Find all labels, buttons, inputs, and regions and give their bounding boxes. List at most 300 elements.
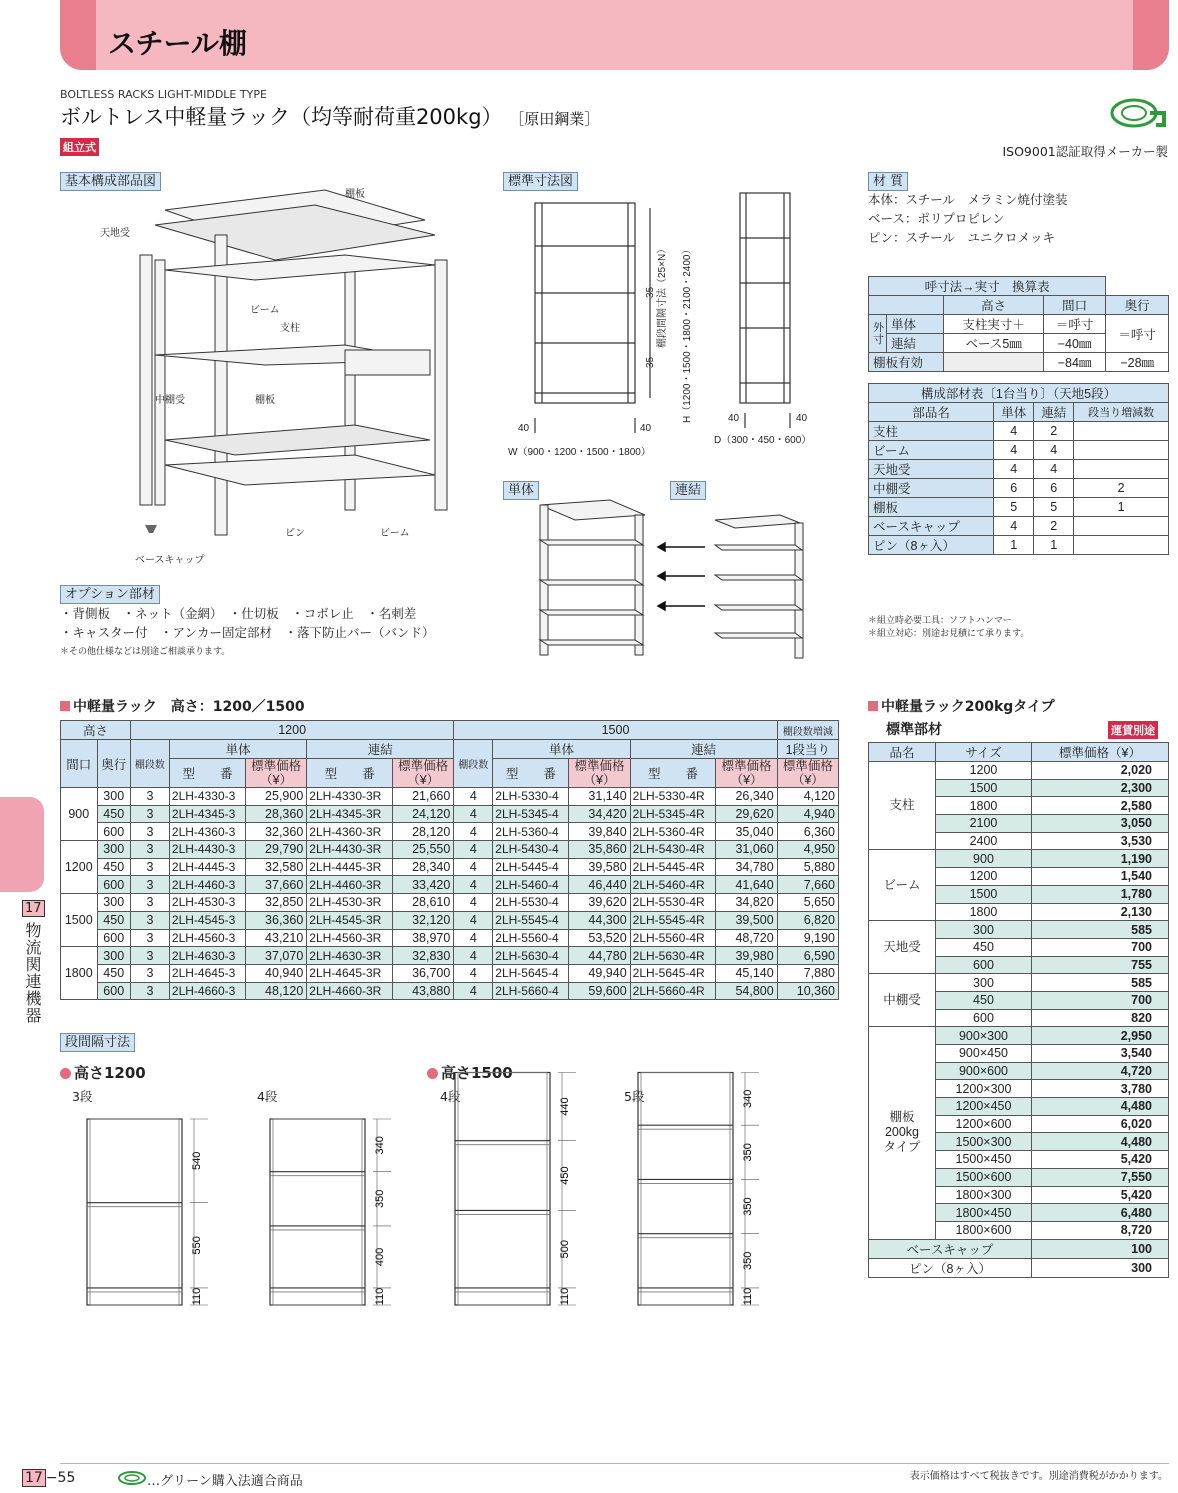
- price-cell: 54,800: [716, 982, 777, 1000]
- materials-line-1: 本体：スチール メラミン焼付塗装: [868, 192, 1068, 207]
- page-number-rest: −55: [45, 1470, 76, 1486]
- price-row: [61, 876, 839, 894]
- price-cell: 300: [97, 788, 130, 806]
- mt-h-yen: （¥）: [407, 773, 440, 787]
- conv-outer: 外寸: [869, 315, 887, 353]
- rack-d4a: [270, 1119, 391, 1305]
- price-cell: 3: [130, 929, 169, 947]
- std-size: 1200: [935, 868, 1031, 886]
- price-cell: 3: [130, 894, 169, 912]
- parts-cell: 5: [994, 498, 1034, 517]
- spacing-h1500-text: 高さ1500: [441, 1064, 513, 1082]
- conv-h-height: 高さ: [944, 296, 1043, 315]
- price-cell: 600: [97, 929, 130, 947]
- dim-diagram-title: 標準寸法図: [503, 172, 578, 191]
- price-cell: 450: [97, 964, 130, 982]
- spacing-dim: 450: [559, 1166, 571, 1185]
- page-number-box: 17: [22, 1469, 46, 1487]
- std-size: 1200: [935, 762, 1031, 780]
- width-cell: 1500: [61, 894, 98, 947]
- parts-cell: 5: [1034, 498, 1074, 517]
- price-cell: 2LH-5360-4: [493, 823, 569, 841]
- std-size: 900: [935, 850, 1031, 868]
- conv-single: 単体: [887, 315, 944, 334]
- green-purchase-icon: [118, 1471, 146, 1485]
- std-extra-name: ベースキャップ: [869, 1239, 1032, 1258]
- parts-cell: [1074, 517, 1169, 536]
- std-row: [869, 974, 1169, 992]
- dim-d40b: 40: [796, 413, 808, 424]
- price-cell: 2LH-5430-4R: [630, 841, 716, 859]
- parts-row: [869, 479, 1169, 498]
- parts-diagram: [95, 185, 455, 570]
- mt-h-model: 型 番: [493, 759, 569, 788]
- spacing-dim: 350: [742, 1143, 754, 1162]
- std-price: 2,020: [1032, 762, 1169, 780]
- tier-5-label: 5段: [624, 1089, 645, 1104]
- std-size: 900×450: [935, 1045, 1031, 1063]
- price-cell: 450: [97, 858, 130, 876]
- price-cell: 5,880: [777, 858, 838, 876]
- price-cell: 28,120: [393, 823, 454, 841]
- std-row: [869, 921, 1169, 939]
- price-cell: 10,360: [777, 982, 838, 1000]
- price-row: [61, 964, 839, 982]
- price-cell: 34,780: [716, 858, 777, 876]
- mt-h-add2: 1段当り: [777, 740, 838, 759]
- page-title: スチール棚: [108, 27, 247, 60]
- price-cell: 3: [130, 823, 169, 841]
- materials-line-3: ピン：スチール ユニクロメッキ: [868, 230, 1056, 245]
- price-row: [61, 911, 839, 929]
- parts-row: [869, 517, 1169, 536]
- mt-h-single-1200: 単体: [169, 740, 306, 759]
- parts-cell: 4: [994, 422, 1034, 441]
- mt-h-height: 高さ: [61, 721, 131, 740]
- std-size: 450: [935, 938, 1031, 956]
- parts-row: [869, 460, 1169, 479]
- dim-height-label: H（1200・1500・1800・2100・2400）: [682, 244, 693, 423]
- parts-cell: 支柱: [869, 422, 994, 441]
- std-price: 2,300: [1032, 779, 1169, 797]
- parts-row: [869, 422, 1169, 441]
- mt-h-yen: （¥）: [730, 773, 763, 787]
- price-cell: 2LH-4560-3R: [307, 929, 393, 947]
- price-cell: 4: [454, 929, 493, 947]
- single-linked-illustration: [530, 495, 820, 665]
- rack-d4b: [455, 1073, 576, 1306]
- std-price: 2,130: [1032, 903, 1169, 921]
- price-row: [61, 805, 839, 823]
- price-cell: 43,210: [246, 929, 307, 947]
- mt-h-price: 標準価格: [721, 759, 772, 773]
- price-cell: 2LH-4345-3R: [307, 805, 393, 823]
- std-price: 2,580: [1032, 797, 1169, 815]
- side-tab: [0, 797, 44, 892]
- std-size: 1800: [935, 903, 1031, 921]
- std-price: 8,720: [1032, 1221, 1169, 1239]
- price-cell: 41,640: [716, 876, 777, 894]
- parts-table-title: 構成部材表〔1台当り〕（天地5段）: [869, 384, 1169, 403]
- price-cell: 21,660: [393, 788, 454, 806]
- std-parts-title: [868, 696, 1055, 716]
- parts-cell: 1: [994, 536, 1034, 555]
- price-cell: 7,880: [777, 964, 838, 982]
- iso-note: ISO9001認証取得メーカー製: [1002, 144, 1168, 159]
- single-label: 単体: [503, 481, 539, 500]
- price-cell: 2LH-5360-4R: [630, 823, 716, 841]
- price-cell: 39,620: [569, 894, 630, 912]
- dimension-diagram: [500, 188, 830, 468]
- std-price: 3,530: [1032, 832, 1169, 850]
- std-group-name: 支柱: [869, 762, 936, 850]
- std-extra-price: 300: [1032, 1258, 1169, 1277]
- price-cell: 2LH-5445-4R: [630, 858, 716, 876]
- linked-label: 連結: [670, 481, 706, 500]
- std-price: 700: [1032, 991, 1169, 1009]
- label-mid-support: 中棚受: [155, 395, 185, 406]
- conv-height-val1: 支柱実寸＋: [944, 315, 1043, 334]
- price-cell: 2LH-5445-4: [493, 858, 569, 876]
- spacing-dim: 110: [742, 1287, 754, 1306]
- price-cell: 2LH-5560-4: [493, 929, 569, 947]
- price-cell: 2LH-5330-4R: [630, 788, 716, 806]
- price-cell: 4: [454, 823, 493, 841]
- price-cell: 2LH-5530-4: [493, 894, 569, 912]
- price-cell: 32,580: [246, 858, 307, 876]
- std-price: 3,050: [1032, 815, 1169, 833]
- price-cell: 300: [97, 947, 130, 965]
- price-cell: 2LH-4630-3R: [307, 947, 393, 965]
- conv-d-val: ＝呼寸: [1106, 315, 1169, 353]
- price-cell: 3: [130, 964, 169, 982]
- std-h-size: サイズ: [935, 743, 1031, 762]
- std-price: 585: [1032, 974, 1169, 992]
- price-cell: 53,520: [569, 929, 630, 947]
- price-cell: 31,140: [569, 788, 630, 806]
- price-cell: 39,980: [716, 947, 777, 965]
- tier-4a-label: 4段: [257, 1089, 278, 1104]
- tier-4b-label: 4段: [440, 1089, 461, 1104]
- price-cell: 2LH-4630-3: [169, 947, 245, 965]
- std-h-price: 標準価格（¥）: [1032, 743, 1169, 762]
- std-size: 1200×450: [935, 1098, 1031, 1116]
- price-cell: 33,420: [393, 876, 454, 894]
- conv-title: 呼寸法→実寸 換算表: [869, 277, 1106, 296]
- price-cell: 34,420: [569, 805, 630, 823]
- parts-cell: 2: [1034, 517, 1074, 536]
- price-cell: 2LH-5460-4: [493, 876, 569, 894]
- maker-name: ［原田鋼業］: [509, 110, 600, 128]
- price-row: [61, 929, 839, 947]
- std-group-name: 棚板 200kg タイプ: [869, 1027, 936, 1239]
- price-cell: 34,820: [716, 894, 777, 912]
- price-cell: 2LH-4530-3: [169, 894, 245, 912]
- price-cell: 2LH-5660-4R: [630, 982, 716, 1000]
- std-size: 300: [935, 921, 1031, 939]
- price-cell: 2LH-5430-4: [493, 841, 569, 859]
- mt-h-model: 型 番: [630, 759, 716, 788]
- price-cell: 32,120: [393, 911, 454, 929]
- std-price: 6,020: [1032, 1115, 1169, 1133]
- width-cell: 900: [61, 788, 98, 841]
- price-cell: 32,850: [246, 894, 307, 912]
- price-cell: 25,900: [246, 788, 307, 806]
- main-table-title-text: 中軽量ラック 高さ：1200／1500: [73, 699, 305, 715]
- tax-note: 表示価格はすべて税抜きです。別途消費税がかかります。: [909, 1471, 1168, 1482]
- price-cell: 2LH-4460-3: [169, 876, 245, 894]
- label-post: 支柱: [280, 323, 300, 334]
- price-cell: 2LH-5345-4: [493, 805, 569, 823]
- parts-cell: 4: [994, 460, 1034, 479]
- price-cell: 3: [130, 841, 169, 859]
- parts-diagram-title: 基本構成部品図: [60, 172, 161, 191]
- spacing-dim: 110: [374, 1287, 386, 1306]
- price-cell: 4: [454, 964, 493, 982]
- price-cell: 2LH-5330-4: [493, 788, 569, 806]
- std-extra-row: [869, 1239, 1169, 1258]
- label-pin: ピン: [285, 528, 305, 539]
- conv-h-width: 間口: [1043, 296, 1106, 315]
- std-row: [869, 762, 1169, 780]
- parts-cell: [1074, 536, 1169, 555]
- conv-shelf-eff: 棚板有効: [869, 353, 944, 372]
- price-cell: 40,940: [246, 964, 307, 982]
- spacing-dim: 500: [559, 1240, 571, 1259]
- note-assembly: ＊組立対応：別途お見積にて承ります。: [868, 629, 1030, 639]
- price-cell: 39,580: [569, 858, 630, 876]
- materials-list: [868, 190, 1068, 247]
- tier-3-label: 3段: [72, 1089, 93, 1104]
- price-cell: 39,840: [569, 823, 630, 841]
- spacing-dim: 110: [191, 1287, 203, 1306]
- price-cell: 24,120: [393, 805, 454, 823]
- std-h-name: 品名: [869, 743, 936, 762]
- mt-h-1200: 1200: [130, 721, 453, 740]
- price-row: [61, 894, 839, 912]
- std-size: 1200×600: [935, 1115, 1031, 1133]
- price-cell: 2LH-5645-4R: [630, 964, 716, 982]
- price-row: [61, 841, 839, 859]
- price-cell: 4: [454, 788, 493, 806]
- price-cell: 28,360: [246, 805, 307, 823]
- parts-cell: 4: [1034, 460, 1074, 479]
- price-cell: 600: [97, 823, 130, 841]
- mt-h-yen: （¥）: [791, 773, 824, 787]
- parts-cell: 2: [1074, 479, 1169, 498]
- price-cell: 4,120: [777, 788, 838, 806]
- price-cell: 3: [130, 982, 169, 1000]
- price-cell: 4: [454, 982, 493, 1000]
- std-price: 4,720: [1032, 1062, 1169, 1080]
- price-cell: 46,440: [569, 876, 630, 894]
- mt-h-model: 型 番: [169, 759, 245, 788]
- options-title: オプション部材: [60, 585, 160, 604]
- std-price: 4,480: [1032, 1133, 1169, 1151]
- std-price: 5,420: [1032, 1186, 1169, 1204]
- price-cell: 3: [130, 876, 169, 894]
- spacing-dim: 350: [742, 1251, 754, 1271]
- price-cell: 2LH-4330-3R: [307, 788, 393, 806]
- price-cell: 4: [454, 947, 493, 965]
- price-cell: 300: [97, 841, 130, 859]
- parts-cell: ベースキャップ: [869, 517, 994, 536]
- side-chapter-number: 17: [22, 900, 45, 917]
- mt-h-price: 標準価格: [574, 759, 625, 773]
- mt-h-price: 標準価格: [782, 759, 833, 773]
- price-cell: 2LH-4345-3: [169, 805, 245, 823]
- parts-cell: 6: [994, 479, 1034, 498]
- assembly-notes: [868, 615, 1029, 641]
- price-cell: 36,700: [393, 964, 454, 982]
- std-row: [869, 1027, 1169, 1045]
- price-cell: 450: [97, 911, 130, 929]
- spacing-h1200: [60, 1062, 146, 1083]
- page-header: [60, 0, 1169, 70]
- price-cell: 2LH-5345-4R: [630, 805, 716, 823]
- price-cell: 38,970: [393, 929, 454, 947]
- price-cell: 26,340: [716, 788, 777, 806]
- std-price: 5,420: [1032, 1151, 1169, 1169]
- green-purchase-note: …グリーン購入法適合商品: [147, 1474, 303, 1489]
- price-cell: 37,660: [246, 876, 307, 894]
- std-size: 450: [935, 991, 1031, 1009]
- mt-h-yen: （¥）: [583, 773, 616, 787]
- std-price: 585: [1032, 921, 1169, 939]
- header-accent-right: [1133, 0, 1169, 70]
- price-row: [61, 858, 839, 876]
- price-cell: 37,070: [246, 947, 307, 965]
- options-note: ＊その他仕様などは別途ご相談承ります。: [60, 647, 231, 657]
- parts-cell: 4: [994, 517, 1034, 536]
- std-parts-subtitle: 標準部材: [886, 722, 942, 738]
- price-cell: 49,940: [569, 964, 630, 982]
- options-list: [60, 604, 435, 642]
- std-size: 900×600: [935, 1062, 1031, 1080]
- price-cell: 3: [130, 788, 169, 806]
- std-price: 4,480: [1032, 1098, 1169, 1116]
- std-size: 1800×450: [935, 1204, 1031, 1222]
- spacing-title: 段間隔寸法: [60, 1033, 135, 1052]
- price-cell: 31,060: [716, 841, 777, 859]
- std-size: 900×300: [935, 1027, 1031, 1045]
- price-cell: 4: [454, 841, 493, 859]
- std-size: 2400: [935, 832, 1031, 850]
- parts-cell: 6: [1034, 479, 1074, 498]
- price-cell: 6,590: [777, 947, 838, 965]
- mt-h-price: 標準価格: [398, 759, 449, 773]
- rack-d3: [87, 1119, 208, 1305]
- materials-line-2: ベース：ポリプロピレン: [868, 211, 1005, 226]
- std-price: 1,780: [1032, 885, 1169, 903]
- spacing-dim: 110: [559, 1287, 571, 1306]
- price-cell: 48,720: [716, 929, 777, 947]
- price-cell: 2LH-5460-4R: [630, 876, 716, 894]
- price-cell: 44,780: [569, 947, 630, 965]
- parts-h-2: 連結: [1034, 403, 1074, 422]
- price-cell: 28,340: [393, 858, 454, 876]
- std-size: 2100: [935, 815, 1031, 833]
- parts-cell: [1074, 422, 1169, 441]
- price-cell: 44,300: [569, 911, 630, 929]
- mt-h-width: 間口: [61, 740, 98, 788]
- rack-d5: [638, 1073, 759, 1306]
- std-row: [869, 850, 1169, 868]
- std-price: 1,540: [1032, 868, 1169, 886]
- parts-cell: 1: [1074, 498, 1169, 517]
- assembly-badge: 組立式: [60, 138, 99, 156]
- dim-pitch-label: 棚段間隔寸法（25×N）: [657, 243, 668, 348]
- price-cell: 3: [130, 911, 169, 929]
- price-cell: 2LH-5545-4R: [630, 911, 716, 929]
- price-cell: 2LH-5645-4: [493, 964, 569, 982]
- conv-h-depth: 奥行: [1106, 296, 1169, 315]
- conv-w-linked: −40㎜: [1043, 334, 1106, 353]
- product-title-text: ボルトレス中軽量ラック（均等耐荷重200kg）: [60, 105, 503, 129]
- price-cell: 4: [454, 911, 493, 929]
- price-cell: 9,190: [777, 929, 838, 947]
- price-cell: 28,610: [393, 894, 454, 912]
- price-cell: 2LH-4445-3: [169, 858, 245, 876]
- std-size: 1800×300: [935, 1186, 1031, 1204]
- std-size: 1500×600: [935, 1168, 1031, 1186]
- price-cell: 2LH-4545-3: [169, 911, 245, 929]
- price-cell: 3: [130, 947, 169, 965]
- std-size: 1800: [935, 797, 1031, 815]
- price-cell: 2LH-5560-4R: [630, 929, 716, 947]
- parts-cell: 4: [994, 441, 1034, 460]
- spacing-dim: 340: [742, 1089, 754, 1109]
- conv-shelf-d: −28㎜: [1106, 353, 1169, 372]
- std-price: 7,550: [1032, 1168, 1169, 1186]
- price-cell: 5,650: [777, 894, 838, 912]
- materials-title: 材 質: [868, 172, 908, 191]
- conv-w-single: ＝呼寸: [1043, 315, 1106, 334]
- price-cell: 2LH-4445-3R: [307, 858, 393, 876]
- std-size: 1500×450: [935, 1151, 1031, 1169]
- spacing-dim: 350: [374, 1189, 386, 1209]
- dim-35a: 35: [645, 286, 656, 298]
- note-tool: ＊組立時必要工具：ソフトハンマー: [868, 616, 1012, 626]
- std-price: 1,190: [1032, 850, 1169, 868]
- price-cell: 35,040: [716, 823, 777, 841]
- price-cell: 3: [130, 805, 169, 823]
- std-price: 6,480: [1032, 1204, 1169, 1222]
- price-cell: 6,820: [777, 911, 838, 929]
- price-cell: 7,660: [777, 876, 838, 894]
- price-cell: 2LH-4360-3: [169, 823, 245, 841]
- parts-cell: 中棚受: [869, 479, 994, 498]
- std-group-name: ビーム: [869, 850, 936, 921]
- std-extra-name: ピン（8ヶ入）: [869, 1258, 1032, 1277]
- conv-height-val2: ベース5㎜: [944, 334, 1043, 353]
- dim-d40a: 40: [728, 413, 740, 424]
- spacing-h1200-text: 高さ1200: [74, 1064, 146, 1082]
- price-cell: 600: [97, 982, 130, 1000]
- parts-cell: ピン（8ヶ入）: [869, 536, 994, 555]
- price-cell: 2LH-4430-3: [169, 841, 245, 859]
- price-cell: 32,360: [246, 823, 307, 841]
- label-beam1: ビーム: [250, 305, 280, 316]
- parts-row: [869, 441, 1169, 460]
- mt-h-price: 標準価格: [251, 759, 302, 773]
- std-group-name: 中棚受: [869, 974, 936, 1027]
- parts-cell: 1: [1034, 536, 1074, 555]
- price-cell: 2LH-5545-4: [493, 911, 569, 929]
- width-cell: 1200: [61, 841, 98, 894]
- spacing-dim: 550: [191, 1236, 203, 1255]
- parts-row: [869, 498, 1169, 517]
